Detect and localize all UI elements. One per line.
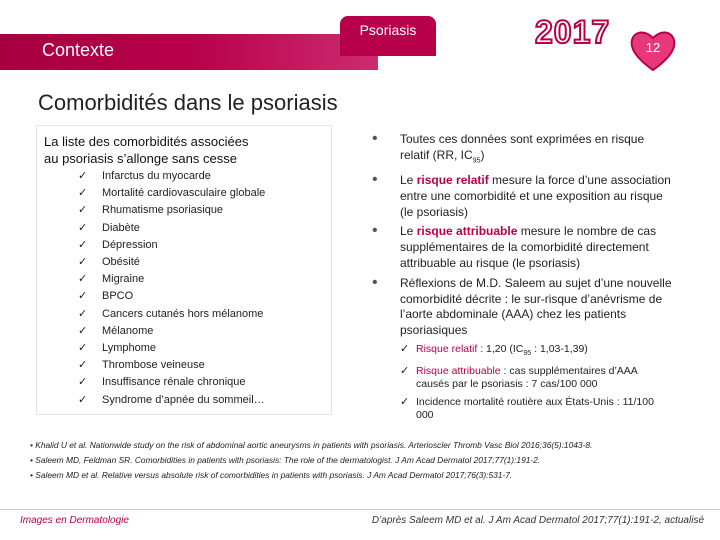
bullet-text: Toutes ces données sont exprimées en risque relatif (RR, IC [400, 132, 645, 162]
footer-brand: Images en Dermatologie [20, 515, 129, 526]
check-icon: ✓ [78, 187, 88, 200]
check-icon: ✓ [400, 365, 410, 378]
sub-item-text [416, 365, 672, 391]
item-label: Thrombose veineuse [102, 359, 205, 372]
item-label: Mortalité cardiovasculaire globale [102, 187, 266, 200]
subscript: 95 [472, 157, 481, 165]
slide-number: 12 [645, 40, 661, 55]
check-icon: ✓ [78, 256, 88, 269]
bullet-text-end: mesure la force d’une association entre une comorbidité et une exposition au risque (le psoriasis) [400, 172, 671, 219]
rr-label: Risque relatif [416, 342, 478, 355]
reference-item: • Saleem MD, Feldman SR. Comorbidities in patients with psoriasis: The role of the dermatologist. J Am Acad Dermatol 2017;77(1):191-2. [30, 455, 541, 465]
list-item [78, 271, 265, 288]
bullet-saleem-reflections [372, 276, 672, 422]
bullet-text: Le [400, 172, 417, 187]
year-logo: 2017 [535, 14, 611, 50]
item-label: BPCO [102, 290, 134, 303]
list-item [78, 237, 265, 254]
highlight-term: risque relatif [416, 172, 489, 187]
footer-divider [0, 509, 720, 510]
list-item [78, 323, 265, 340]
item-label: Insuffisance rénale chronique [102, 376, 246, 389]
check-icon: ✓ [78, 376, 88, 389]
check-icon: ✓ [78, 393, 88, 406]
section-label: Contexte [42, 40, 115, 60]
item-label: Obésité [102, 256, 140, 269]
heading-line-1: La liste des comorbidités associées [44, 134, 249, 149]
item-label: Dépression [102, 238, 158, 251]
highlight-term: risque attribuable [416, 224, 518, 239]
reference-item: • Saleem MD et al. Relative versus absolute risk of comorbidities in patients with psoriasis. J Am Acad Dermatol 2017;76(3):531-7. [30, 470, 513, 480]
item-label: Rhumatisme psoriasique [102, 204, 224, 217]
references [30, 438, 714, 483]
list-item [78, 340, 265, 357]
item-label: Syndrome d’apnée du sommeil… [102, 393, 265, 406]
list-item [78, 254, 265, 271]
item-label: Cancers cutanés hors mélanome [102, 307, 264, 320]
check-icon: ✓ [400, 342, 410, 355]
bullet-text-end: ) [480, 147, 485, 162]
explanation-list [372, 132, 672, 427]
bullet-rr-definition [372, 132, 672, 169]
subscript: 95 [523, 350, 532, 358]
check-icon: ✓ [78, 307, 88, 320]
item-label: Diabète [102, 221, 140, 234]
check-icon: ✓ [78, 359, 88, 372]
bullet-relative-risk [372, 173, 672, 220]
reference-text: Saleem MD, Feldman SR. Comorbidities in patients with psoriasis: The role of the dermatologist. J Am Acad Dermatol 2017;77(1):191-2. [35, 455, 541, 465]
slide-title: Comorbidités dans le psoriasis [38, 90, 338, 115]
comorbidity-heading [44, 133, 249, 167]
topic-tab-label: Psoriasis [359, 22, 417, 38]
sub-item-attributable-risk [400, 365, 672, 391]
list-item [78, 185, 265, 202]
ar-value: : cas supplémentaires d’AAA causés par le psoriasis : 7 cas/100 000 [416, 365, 638, 391]
bullet-text-end: mesure le nombre de cas supplémentaires de la comorbidité directement attribuable au risque (le psoriasis) [400, 224, 657, 270]
comorbidity-list [78, 168, 265, 409]
reference-text: Saleem MD et al. Relative versus absolute risk of comorbidities in patients with psoriasis. J Am Acad Dermatol 2017;76(3):531-7. [35, 470, 513, 480]
sub-item-road-mortality [400, 396, 672, 422]
list-item [78, 306, 265, 323]
check-icon: ✓ [78, 324, 88, 337]
bullet-text: Réflexions de M.D. Saleem au sujet d’une nouvelle comorbidité décrite : le sur-risque d’anévrisme de l’aorte abdominale (AAA) chez les patients psoriasiques [400, 275, 672, 338]
check-icon: ✓ [78, 273, 88, 286]
check-icon: ✓ [78, 204, 88, 217]
check-icon: ✓ [400, 396, 410, 409]
list-item [78, 288, 265, 305]
list-item [78, 168, 265, 185]
bullet-attributable-risk [372, 224, 672, 271]
check-icon: ✓ [78, 238, 88, 251]
heading-line-2: au psoriasis s’allonge sans cesse [44, 151, 237, 166]
item-label: Lymphome [102, 342, 157, 355]
list-item [78, 374, 265, 391]
item-label: Infarctus du myocarde [102, 170, 211, 182]
list-item [78, 357, 265, 374]
check-icon: ✓ [78, 342, 88, 355]
reference-text: Khalid U et al. Nationwide study on the risk of abdominal aortic aneurysms in patients with psoriasis. Arterioscler Thromb Vasc Biol 2016;36(5):1043-8. [35, 440, 593, 450]
bullet-text: Le [400, 224, 417, 239]
check-icon: ✓ [78, 290, 88, 303]
list-item [78, 220, 265, 237]
reference-item: • Khalid U et al. Nationwide study on the risk of abdominal aortic aneurysms in patients with psoriasis. Arterioscler Thromb Vasc Biol 2016;36(5):1043-8. [30, 440, 593, 450]
aaa-sublist [400, 343, 672, 422]
rr-value: : 1,20 (IC [477, 342, 524, 355]
ar-label: Risque attribuable [416, 365, 501, 378]
list-item [78, 202, 265, 219]
item-label: Mélanome [102, 324, 154, 337]
sub-item-text [416, 343, 588, 360]
check-icon: ✓ [78, 221, 88, 234]
list-item [78, 392, 265, 409]
sub-item-relative-risk [400, 343, 672, 360]
sub-item-text: Incidence mortalité routière aux États-Unis : 11/100 000 [416, 396, 654, 422]
footer-source: D’après Saleem MD et al. J Am Acad Dermatol 2017;77(1):191-2, actualisé [371, 515, 704, 526]
check-icon: ✓ [78, 170, 88, 182]
rr-interval: : 1,03-1,39) [531, 342, 588, 355]
item-label: Migraine [102, 273, 145, 286]
